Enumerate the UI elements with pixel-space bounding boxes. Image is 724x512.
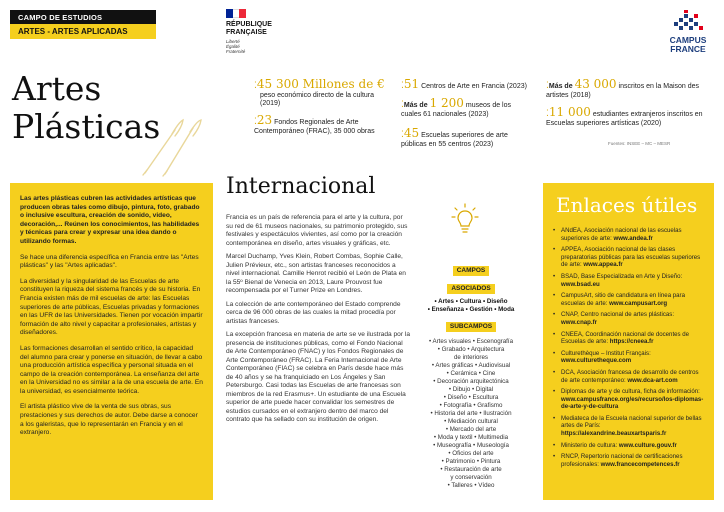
subcampo-item: • Historia del arte • Ilustración <box>430 410 512 417</box>
bullet-icon: • <box>553 311 556 319</box>
link-item <box>553 388 706 411</box>
stats-source: Fuentes: INSEE – MC – MESR <box>608 141 671 146</box>
bullet-icon: • <box>553 388 556 396</box>
subcampo-item: • Artes gráficas • Audiovisual <box>431 362 511 369</box>
subcampo-item: • Museografía • Museología <box>433 442 509 449</box>
subcampo-item: • Cerámica • Cine <box>446 370 496 377</box>
stat-value: 11 000 <box>548 105 591 119</box>
stat-text: inscritos en la Maison des artistes (2018) <box>546 83 700 99</box>
link-url[interactable]: www.culture.gouv.fr <box>618 441 677 449</box>
page-title-line1: Artes <box>12 69 102 108</box>
link-url[interactable]: https://cneea.fr <box>609 338 654 346</box>
stat-economic-weight <box>254 77 394 109</box>
link-item <box>553 331 706 346</box>
link-description: BSAD, Base Especializada en Arte y Diseño: <box>561 272 683 280</box>
link-item <box>553 311 706 326</box>
link-url[interactable]: www.dca-art.com <box>627 376 678 384</box>
enlaces-panel <box>543 183 714 500</box>
internacional-paragraph: La excepción francesa en materia de arte se ve ilustrada por la presencia de instituciones públicas, como el Fondo Nacional de Arte Contemporáneo (FNAC) y los Fondos Regionales de Arte Contemporáneo (FRAC). La Feria Internacional de Arte Contemporáneo (FIAC) se celebra en París desde hace más de 40 años y se ha franquiciado en Los Ángeles y San Petersburgo. Casi todas las Escuelas de arte francesas son miembros de la red Erasmus+. Un estudiante de una Escuela superior de arte puede hacer convalidar los semestres de estudios cursados en el extranjero dentro del marco del contrato que ha sellado con su institución de origen. <box>226 331 410 423</box>
link-url[interactable]: www.campusfrance.org/es/recurso/los-diplomas-de-arte-y-de-cultura <box>561 395 704 411</box>
internacional-heading: Internacional <box>226 174 376 199</box>
link-description: CampusArt, sitio de candidatura en línea para escuelas de arte: <box>561 292 685 307</box>
subcampos-label: SUBCAMPOS <box>446 322 496 332</box>
subcampos <box>418 315 524 490</box>
subcampo-item: • Oficios del arte <box>448 450 494 457</box>
bullet-icon: • <box>553 349 556 357</box>
stat-value: 45 <box>403 126 420 140</box>
link-description: RNCP, Repertorio nacional de certificaciones profesionales: <box>561 453 683 468</box>
dots-icon: ⁚ <box>546 80 549 90</box>
campos-list <box>418 298 524 314</box>
internacional-body <box>226 214 410 430</box>
stat-museums <box>401 96 533 119</box>
link-description: APPEA, Asociación nacional de las clases preparatorias públicas para las escuelas superiores de arte: <box>561 246 701 269</box>
subcampo-item: • Moda y textil • Multimedia <box>433 434 509 441</box>
stat-prefix: Más de <box>403 102 428 109</box>
link-url[interactable]: www.andea.fr <box>613 234 653 242</box>
link-description: CNEEA, Coordinación nacional de docentes de Escuelas de arte: <box>561 330 690 346</box>
link-item <box>553 246 706 269</box>
stat-value: 23 <box>256 113 273 127</box>
link-item <box>553 453 706 468</box>
field-subcategory-label: ARTES - ARTES APLICADAS <box>10 24 156 39</box>
republique-name-line2: FRANÇAISE <box>226 29 267 36</box>
subcampo-item: • Grabado • Arquitectura <box>437 346 505 353</box>
link-url[interactable]: www.cnap.fr <box>561 318 598 326</box>
link-item <box>553 369 706 384</box>
paintbrushes-icon <box>135 118 210 178</box>
bullet-icon: • <box>553 368 556 376</box>
campos-label: CAMPOS <box>453 266 490 276</box>
page-title-line2: Plásticas <box>12 107 161 146</box>
stat-value: 43 000 <box>574 77 617 91</box>
dots-icon: ⁚ <box>401 80 404 90</box>
stat-value: 45 300 Millones de € <box>256 77 385 91</box>
bullet-icon: • <box>553 246 556 254</box>
link-description: ANdEA, Asociación nacional de las escuelas superiores de arte: <box>561 227 682 242</box>
enlaces-heading: Enlaces útiles <box>556 193 698 217</box>
bullet-icon: • <box>553 330 556 338</box>
dots-icon: ⁚ <box>254 116 257 126</box>
subcampo-item: • Dibujo • Digital <box>448 386 494 393</box>
link-item <box>553 292 706 307</box>
campus-france-line2: FRANCE <box>670 43 706 54</box>
stat-foreign-students <box>546 105 712 128</box>
link-item <box>553 415 706 438</box>
stat-text: Escuelas superiores de arte públicas en 55 centros (2023) <box>401 132 508 148</box>
stat-art-centers <box>401 77 533 92</box>
dots-icon: ⁚ <box>546 108 549 118</box>
subcampo-item: • Decoración arquitectónica <box>433 378 509 385</box>
republique-name-line1: RÉPUBLIQUE <box>226 21 272 28</box>
link-url[interactable]: www.campusart.org <box>609 299 668 307</box>
link-description: DCA, Asociación francesa de desarrollo de centros de arte contemporáneo: <box>561 368 699 384</box>
subcampo-item: de interiores <box>453 354 489 361</box>
subcampo-item: • Talleres • Vídeo <box>447 482 495 489</box>
campos-line: • Artes • Cultura • Diseño <box>434 298 508 305</box>
campos-line: • Enseñanza • Gestión • Moda <box>427 306 515 313</box>
subcampo-item: • Mediación cultural <box>444 418 498 425</box>
subcampo-item: y conservación <box>450 474 492 481</box>
dots-icon: ⁚ <box>254 80 257 90</box>
bullet-icon: • <box>553 453 556 461</box>
link-description: Mediateca de la Escuela nacional superior de bellas artes de París: <box>561 414 702 430</box>
subcampo-item: • Mercado del arte <box>445 426 497 433</box>
motto-egalite: Égalité <box>226 44 240 49</box>
dots-icon: ⁚ <box>401 129 404 139</box>
republique-motto <box>226 39 296 54</box>
stat-frac <box>254 113 394 136</box>
bullet-icon: • <box>553 414 556 422</box>
stat-maison-artistes <box>546 77 712 100</box>
stat-prefix: Más de <box>548 83 573 90</box>
link-item <box>553 227 706 242</box>
campus-france-logo <box>660 10 716 58</box>
intro-paragraph: Las formaciones desarrollan el sentido crítico, la capacidad del alumno para crear y ponerse en situación, de llevar a cabo una producción artística específica y personal situada en el campo de la creación contemporánea. La enseñanza del arte en la Universidad no es similar a la de una escuela de arte. En la universidad, es esencialmente teórica. <box>20 344 203 395</box>
intro-paragraph: Se hace una diferencia específica en Francia entre las "Artes plásticas" y las "Artes aplicadas". <box>20 253 199 270</box>
link-url[interactable]: www.bsad.eu <box>561 280 600 288</box>
intro-paragraph: La diversidad y la singularidad de las Escuelas de arte constituyen la riqueza del sistema francés y de su historia. En Francia existen más de mil escuelas de arte: las Escuelas superiores de arte públicas, Escuelas privadas y formaciones en las UFR de las Universidades. Tienen por vocación impartir formación de alto nivel y capacitar a profesionales, artistas y diseñadores. <box>20 277 203 337</box>
asociados-label: ASOCIADOS <box>447 284 494 294</box>
subcampos-list <box>418 338 524 490</box>
campus-france-emblem-icon <box>671 10 705 36</box>
stat-value: 51 <box>403 77 420 91</box>
link-url[interactable]: www.culturetheque.com <box>561 357 632 365</box>
bullet-icon: • <box>553 292 556 300</box>
link-url[interactable]: https://alexandrine.beauxartsparis.fr <box>561 430 667 438</box>
link-description: Culturethèque – Institut Français: <box>561 349 651 357</box>
intro-lead-paragraph: Las artes plásticas cubren las actividades artísticas que producen obras tales como dibujo, pintura, foto, grabado o inclusive escultura, creación de sonido, video, decoración,... Reúnen los conocimientos, las habilidades y técnicas para crear y expresar una idea dando o utilizando formas. <box>20 195 200 245</box>
motto-fraternite: Fraternité <box>226 49 246 54</box>
link-description: CNAP, Centro nacional de artes plásticas: <box>561 311 675 319</box>
stat-value: 1 200 <box>429 96 464 110</box>
stat-text: peso económico directo de la cultura (2019) <box>260 91 375 107</box>
link-url[interactable]: www.francecompetences.fr <box>600 460 680 468</box>
dots-icon: ⁚ <box>401 99 404 109</box>
campus-france-line1: CAMPUS <box>669 35 707 45</box>
link-url[interactable]: www.appea.fr <box>583 261 623 269</box>
link-item <box>553 442 706 450</box>
subcampo-item: • Artes visuales • Escenografía <box>428 338 514 345</box>
bullet-icon: • <box>553 441 556 449</box>
intro-panel <box>10 183 213 500</box>
stat-text: Centros de Arte en Francia (2023) <box>421 83 527 90</box>
link-description: Diplomas de arte y de cultura, ficha de información: <box>561 388 700 396</box>
stat-text: museos de los cuales 61 nacionales (2023) <box>401 102 512 118</box>
stat-art-schools <box>401 126 533 149</box>
stat-text: estudiantes extranjeros inscritos en Escuelas superiores artísticas (2020) <box>546 111 703 127</box>
field-category-label: CAMPO DE ESTUDIOS <box>10 10 156 24</box>
internacional-paragraph: Marcel Duchamp, Yves Klein, Robert Combas, Sophie Calle, Julien Prévieux, etc., son artistas franceses reconocidos a nivel internacional. Camille Henrot recibió el León de Plata en la 55º Bienal de Venecia en 2013, Laure Prouvost fue recompensada por el Turner Prize en Londres. <box>226 253 406 294</box>
motto-liberte: Liberté <box>226 39 240 44</box>
link-item <box>553 273 706 288</box>
internacional-paragraph: La colección de arte contemporáneo del Estado comprende cerca de 96 000 obras de las cuales la mitad procedía por artistas franceses. <box>226 300 401 325</box>
intro-paragraph: El artista plástico vive de la venta de sus obras, sus prestaciones y sus derechos de autor. Debe darse a conocer a los galeristas, que lo representarán en Francia y en el extranjero. <box>20 403 198 437</box>
link-item <box>553 350 706 365</box>
link-description: Ministerio de cultura: <box>561 441 619 449</box>
subcampo-item: • Restauración de arte <box>440 466 502 473</box>
republique-francaise-logo <box>226 9 296 54</box>
subcampo-item: • Diseño • Escultura <box>443 394 499 401</box>
stat-text: Fondos Regionales de Arte Contemporáneo (FRAC), 35 000 obras <box>254 119 375 135</box>
french-flag-icon <box>226 9 246 18</box>
campos-asociados <box>418 259 524 313</box>
subcampo-item: • Fotografía • Grafismo <box>439 402 503 409</box>
bullet-icon: • <box>553 227 556 234</box>
internacional-paragraph: Francia es un país de referencia para el arte y la cultura, por su red de 61 museos nacionales, su patrimonio protegido, sus festivales y espectáculos vivientes, así como por la creación contemporánea en diseño, artes visuales y gráficas, etc. <box>226 214 408 247</box>
bullet-icon: • <box>553 272 556 280</box>
lightbulb-icon <box>450 202 480 234</box>
subcampo-item: • Patrimonio • Pintura <box>441 458 501 465</box>
